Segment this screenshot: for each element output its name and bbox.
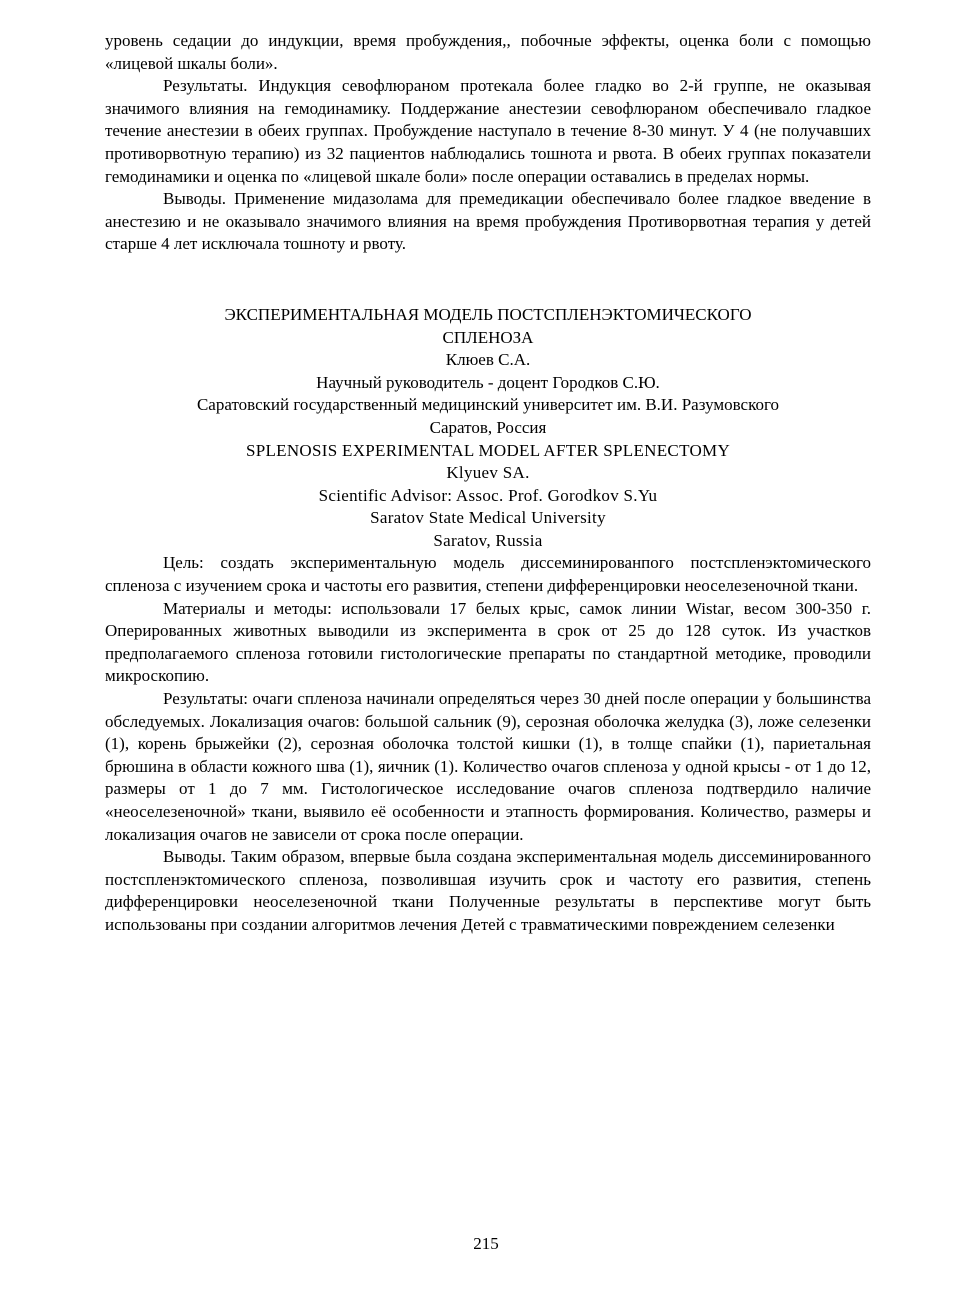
article-header: [105, 304, 871, 553]
university-ru: Саратовский государственный медицинский университет им. В.И. Разумовского: [196, 395, 780, 415]
aim-paragraph: Цель: создать экспериментальную модель диссеминированпого постспленэктомического спленоза с изучением срока и частоты его развития, степени дифференцировки неоселезеночной ткани.: [105, 553, 871, 596]
results-paragraph: Результаты: очаги спленоза начинали определяться через 30 дней после операции у большинства обследуемых. Локализация очагов: большой сальник (9), серозная оболочка желудка (3), ложе селезенки (1), корень брыжейки (2), серозная оболочка толстой кишки (1), в толще спайки (1), париетальная брюшина в области кожного шва (1), яичник (1). Количество очагов спленоза у одной крысы - от 1 до 12, размеры от 1 до 7 мм. Гистологическое исследование очагов спленоза подтвердило наличие «неоселезеночной» ткани, выявило её особенности и этапность формирования. Количество, размеры и локализация очагов не зависели от срока после операции.: [105, 689, 871, 844]
intro-conclusions-paragraph: Выводы. Применение мидазолама для премедикации обеспечивало более гладкое введение в анестезию и не оказывало значимого влияния на время пробуждения Противорвотная терапия у детей старше 4 лет исключала тошноту и рвоту.: [105, 189, 871, 254]
conclusions-paragraph: Выводы. Таким образом, впервые была создана экспериментальная модель диссеминированного постспленэктомического спленоза, позволившая изучить срок и частоту его развития, степень дифференцировки неоселезеночной ткани Полученные результаты в перспективе могут быть использованы при создании алгоритмов лечения Детей с травматическими повреждением селезенки: [105, 847, 871, 934]
title-ru-line2: СПЛЕНОЗА: [442, 327, 534, 347]
advisor-en: Scientific Advisor: Assoc. Prof. Gorodkov S.Yu: [318, 485, 658, 505]
methods-paragraph: Материалы и методы: использовали 17 белых крыс, самок линии Wistar, весом 300-350 г. Оперированных животных выводили из эксперимента в срок от 25 до 128 суток. Из участков предполагаемого спленоза готовили гистологические препараты по стандартной методике, проводили микроскопию.: [105, 598, 871, 686]
page-number: 215: [473, 1234, 499, 1253]
author-ru: Клюев С.А.: [445, 350, 531, 370]
title-ru-line1: ЭКСПЕРИМЕНТАЛЬНАЯ МОДЕЛЬ ПОСТСПЛЕНЭКТОМИЧЕСКОГО: [224, 304, 752, 324]
advisor-ru: Научный руководитель - доцент Городков С.Ю.: [316, 372, 660, 392]
university-en: Saratov State Medical University: [370, 508, 606, 528]
city-en: Saratov, Russia: [433, 530, 543, 550]
author-en: Klyuev SA.: [446, 463, 530, 483]
title-en: SPLENOSIS EXPERIMENTAL MODEL AFTER SPLENECTOMY: [245, 440, 731, 460]
intro-paragraph-continued: уровень седации до индукции, время пробуждения,, побочные эффекты, оценка боли с помощью «лицевой шкалы боли».: [105, 31, 871, 73]
city-ru: Саратов, Россия: [429, 417, 547, 437]
intro-results-paragraph: Результаты. Индукция севофлюраном протекала более гладко во 2-й группе, не оказывая значимого влияния на гемодинамику. Поддержание анестезии севофлюраном обеспечивало гладкое течение анестезии в обеих группах. Пробуждение наступало в течение 8-30 минут. У 4 (не получавших противорвотную терапию) из 32 пациентов наблюдались тошнота и рвота. В обеих группах показатели гемодинамики и оценка по «лицевой шкале боли» после операции оставались в пределах нормы.: [105, 76, 871, 186]
page-body: [105, 30, 871, 937]
